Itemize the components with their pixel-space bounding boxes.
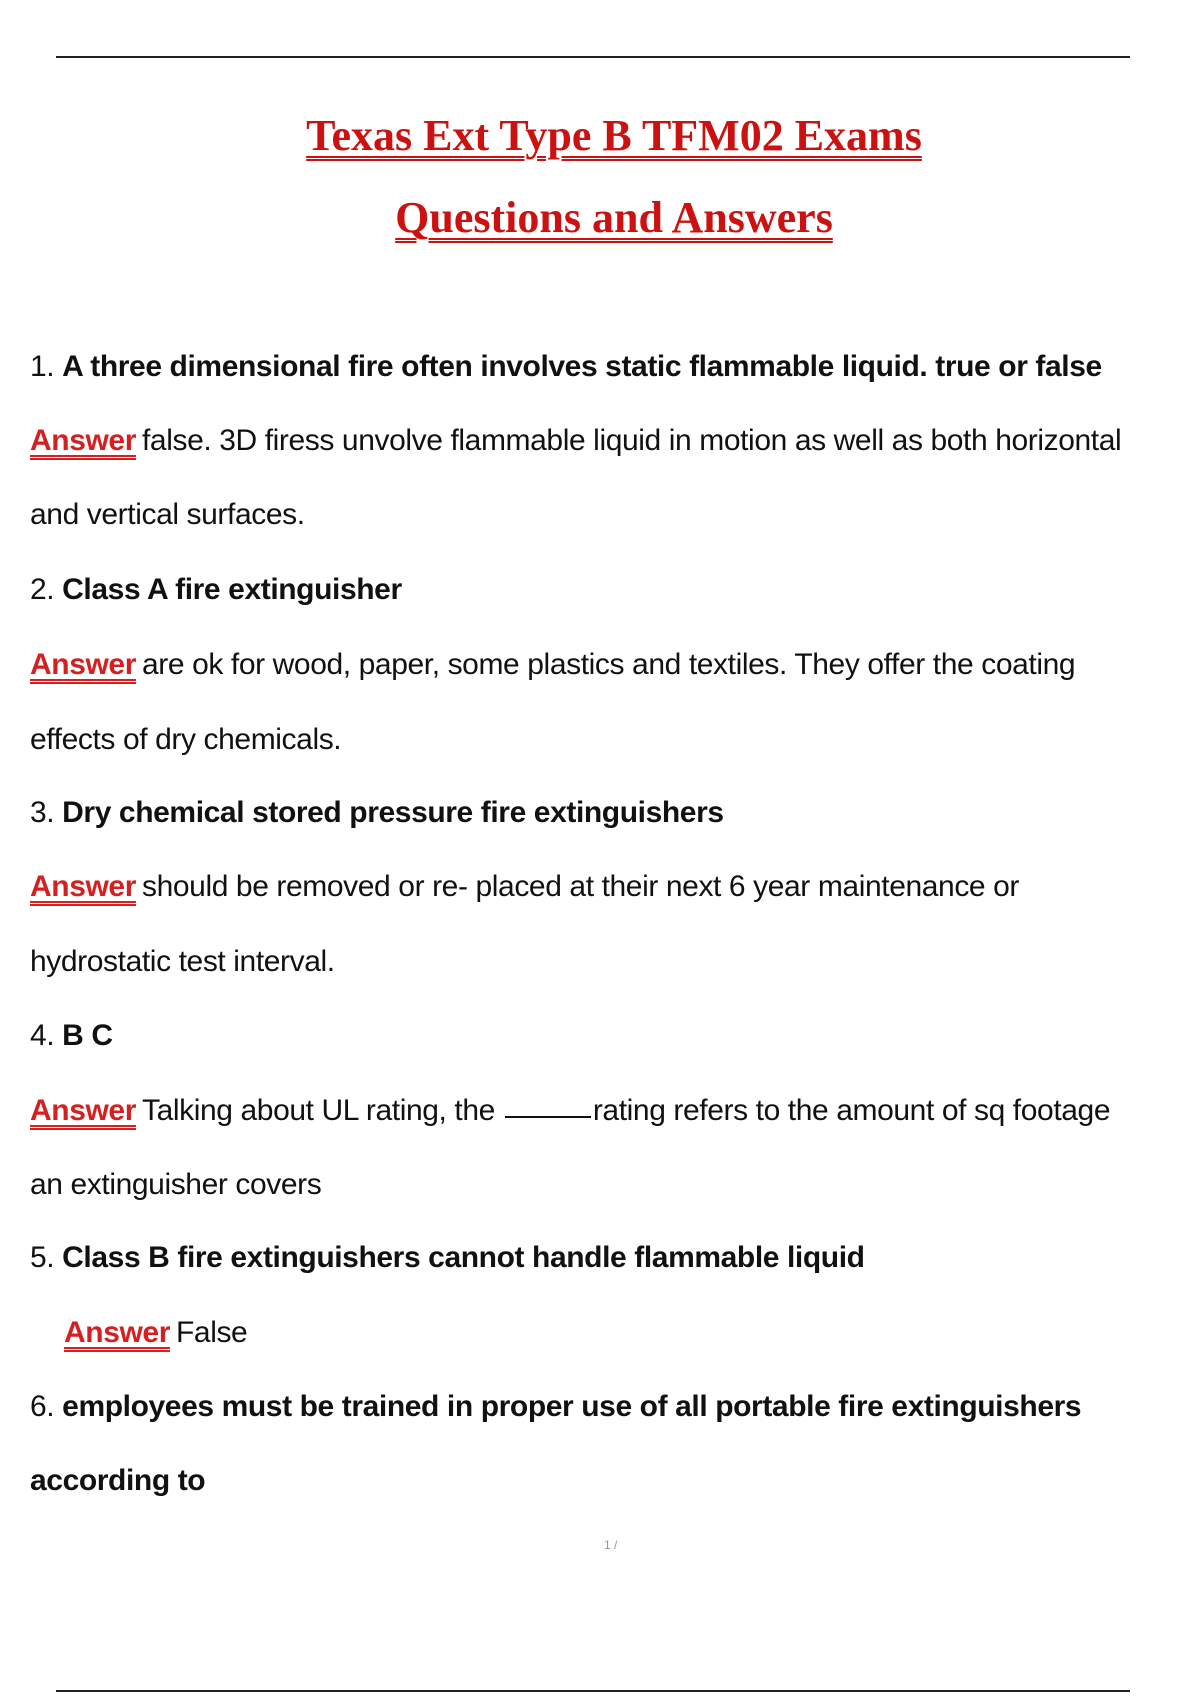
question-number: 6. bbox=[30, 1390, 55, 1423]
answer-text: rating refers to the amount of sq footage bbox=[592, 1094, 1111, 1127]
answer-text: are ok for wood, paper, some plastics and textiles. They offer the coating bbox=[141, 648, 1076, 681]
bottom-rule bbox=[56, 1690, 1130, 1692]
answer-text: hydrostatic test interval. bbox=[30, 945, 335, 978]
question-text: Class A fire extinguisher bbox=[62, 573, 402, 606]
answer-label: Answer bbox=[30, 648, 136, 681]
document-title-line-1: Texas Ext Type B TFM02 Exams bbox=[306, 111, 922, 160]
question-text: B C bbox=[62, 1019, 113, 1052]
answer-text: Talking about UL rating, the bbox=[141, 1094, 495, 1127]
top-rule bbox=[56, 56, 1130, 58]
answer-1-line-2 bbox=[30, 500, 305, 530]
question-number: 4. bbox=[30, 1019, 55, 1052]
question-number: 3. bbox=[30, 796, 55, 829]
answer-label: Answer bbox=[30, 424, 136, 457]
answer-3-line-2 bbox=[30, 947, 335, 977]
question-number: 2. bbox=[30, 573, 55, 606]
answer-text: an extinguisher covers bbox=[30, 1168, 322, 1201]
question-2 bbox=[30, 575, 402, 605]
answer-5-line-1 bbox=[64, 1318, 247, 1348]
question-4 bbox=[30, 1021, 113, 1051]
question-6 bbox=[30, 1392, 1081, 1422]
question-text: according to bbox=[30, 1464, 206, 1497]
question-text: Dry chemical stored pressure fire extinguishers bbox=[62, 796, 724, 829]
answer-2-line-1 bbox=[30, 650, 1075, 680]
fill-in-blank bbox=[505, 1116, 591, 1118]
answer-text: false. 3D firess unvolve flammable liquid in motion as well as both horizontal bbox=[141, 424, 1122, 457]
question-number: 1. bbox=[30, 350, 55, 383]
answer-label: Answer bbox=[30, 1094, 136, 1127]
question-text: employees must be trained in proper use of all portable fire extinguishers bbox=[62, 1390, 1082, 1423]
answer-1-line-1 bbox=[30, 426, 1121, 456]
page-marker: 1 / bbox=[604, 1538, 618, 1552]
question-5 bbox=[30, 1243, 865, 1273]
answer-text: and vertical surfaces. bbox=[30, 498, 305, 531]
answer-text: False bbox=[175, 1316, 248, 1349]
answer-4-line-1 bbox=[30, 1096, 1110, 1126]
document-title-line-2: Questions and Answers bbox=[395, 193, 833, 242]
answer-text: effects of dry chemicals. bbox=[30, 723, 342, 756]
question-text: A three dimensional fire often involves static flammable liquid. true or false bbox=[62, 350, 1102, 383]
answer-text: should be removed or re- placed at their next 6 year maintenance or bbox=[141, 870, 1020, 903]
answer-label: Answer bbox=[30, 870, 136, 903]
question-3 bbox=[30, 798, 724, 828]
answer-4-line-2 bbox=[30, 1170, 321, 1200]
question-6-line-2 bbox=[30, 1466, 205, 1496]
answer-3-line-1 bbox=[30, 872, 1019, 902]
answer-label: Answer bbox=[64, 1316, 170, 1349]
answer-2-line-2 bbox=[30, 725, 341, 755]
question-number: 5. bbox=[30, 1241, 55, 1274]
question-1 bbox=[30, 352, 1102, 382]
question-text: Class B fire extinguishers cannot handle flammable liquid bbox=[62, 1241, 865, 1274]
